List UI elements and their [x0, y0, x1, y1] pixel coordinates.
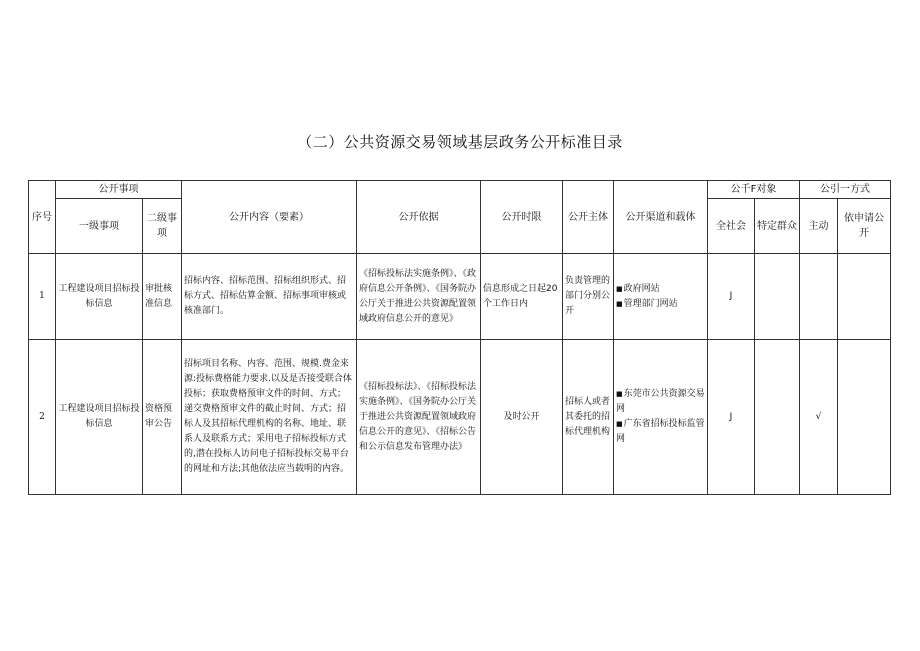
- row-specific: [755, 254, 800, 340]
- row-seq: 2: [29, 340, 56, 495]
- header-target-specific: 特定群众: [755, 199, 800, 254]
- row-time: 信息形成之日起20个工作日内: [481, 254, 563, 340]
- row-level2: 审批核准信息: [143, 254, 182, 340]
- row-basis: 《招标投标法》、《招标投标法实施条例》、《国务院办公厅关于推进公共资源配置领域政府信息公开的意见》、《招标公告和公示信息发布管理办法》: [357, 340, 481, 495]
- row-all-society: J: [708, 254, 755, 340]
- row-seq: 1: [29, 254, 56, 340]
- header-level2: 二级事项: [143, 199, 182, 254]
- channel-item: ■ 政府网站: [616, 282, 705, 297]
- table-row: [29, 340, 891, 495]
- header-seq: 序号: [29, 181, 56, 254]
- row-specific: [755, 340, 800, 495]
- header-method-apply: 依申请公开: [838, 199, 891, 254]
- header-content: 公开内容（要素）: [182, 181, 357, 254]
- header-row-1: [29, 181, 891, 199]
- row-level1: 工程建设项目招标投标信息: [56, 340, 143, 495]
- channel-item: ■ 管理部门网站: [616, 297, 705, 312]
- row-level1: 工程建设项目招标投标信息: [56, 254, 143, 340]
- row-subject: 负责管理的部门分别公开: [563, 254, 614, 340]
- header-channel: 公开渠道和载体: [614, 181, 708, 254]
- header-items: 公开事项: [56, 181, 182, 199]
- row-channels: [614, 254, 708, 340]
- header-target-all: 全社会: [708, 199, 755, 254]
- row-basis: 《招标投标法实施条例》、《政府信息公开条例》、《国务院办公厅关于推进公共资源配置领域政府信息公开的意见》: [357, 254, 481, 340]
- header-level1: 一级事项: [56, 199, 143, 254]
- row-subject: 招标人或者其委托的招标代理机构: [563, 340, 614, 495]
- row-level2: 资格预审公告: [143, 340, 182, 495]
- header-basis: 公开依据: [357, 181, 481, 254]
- row-content: 招标内容、招标范围、招标组织形式、招标方式、招标估算金额、招标事项审核或核准部门。: [182, 254, 357, 340]
- row-time: 及时公开: [481, 340, 563, 495]
- row-all-society: J: [708, 340, 755, 495]
- header-subject: 公开主体: [563, 181, 614, 254]
- header-time: 公开时限: [481, 181, 563, 254]
- header-target: 公千F对象: [708, 181, 800, 199]
- channel-item: ■ 广东省招标投标监管网: [616, 417, 705, 447]
- catalog-table: [28, 180, 891, 495]
- row-channels: [614, 340, 708, 495]
- table-row: [29, 254, 891, 340]
- channel-item: ■ 东莞市公共资源交易网: [616, 387, 705, 417]
- row-active: [800, 254, 838, 340]
- row-apply: [838, 340, 891, 495]
- header-method-active: 主动: [800, 199, 838, 254]
- row-apply: [838, 254, 891, 340]
- row-content: 招标项目名称、内容、范围、规模.费金来源:投标费格能力要求.以及是否接受联合体投标；获取费格预审文件的时间、方式；递交费格预审文件的截止时间、方式；招标人及其招标代理机构的名称、地址、联系人及联系方式；采用电子招标投标方式的,潜在投标人访问电子招标投标交易平台的网址和方法;其他依法应当载明的内容。: [182, 340, 357, 495]
- header-method: 公引一方式: [800, 181, 891, 199]
- page-title: （二）公共资源交易领域基层政务公开标准目录: [297, 133, 623, 151]
- row-active: √: [800, 340, 838, 495]
